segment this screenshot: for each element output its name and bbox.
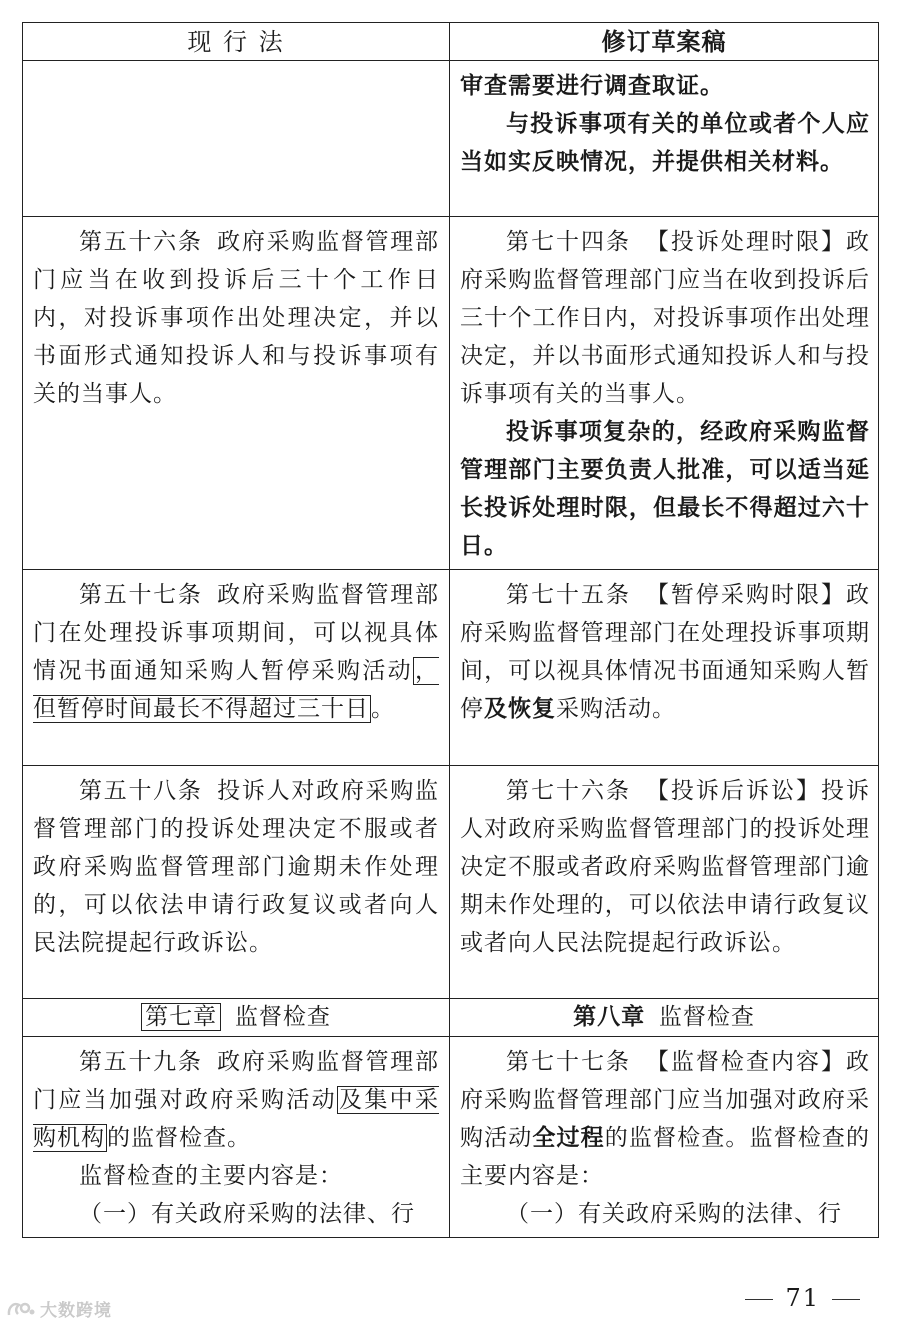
table-row — [23, 766, 879, 999]
current-law-chapter — [23, 999, 450, 1037]
article-title: 第七十四条 — [506, 229, 632, 255]
article-title: 第五十八条 — [79, 778, 203, 804]
added-text: 全过程 — [532, 1124, 605, 1151]
current-law-cell — [23, 61, 450, 217]
revised-draft-chapter — [450, 999, 879, 1037]
table-header-row — [23, 23, 879, 61]
header-revised-draft: 修订草案稿 — [450, 23, 879, 61]
article-tail: 。 — [371, 696, 395, 722]
revised-draft-cell — [450, 766, 879, 999]
article-tag: 【投诉后诉讼】 — [644, 778, 821, 804]
article-paragraph — [33, 772, 439, 962]
article-tag: 【监督检查内容】 — [644, 1049, 847, 1075]
page-number-text: 71 — [785, 1284, 820, 1312]
watermark-logo-icon — [6, 1299, 36, 1324]
article-paragraph — [33, 1043, 439, 1157]
article-title: 第五十六条 — [79, 229, 203, 255]
article-paragraph — [460, 576, 870, 728]
article-body: 投诉人对政府采购监督管理部门的投诉处理决定不服或者政府采购监督管理部门逾期未作处理的，可以依法申请行政复议或者向人民法院提起行政诉讼。 — [460, 778, 871, 956]
article-paragraph — [460, 223, 870, 413]
added-paragraph: 投诉事项复杂的，经政府采购监督管理部门主要负责人批准，可以适当延长投诉处理时限，但最长不得超过六十日。 — [460, 418, 870, 559]
current-law-cell — [23, 217, 450, 570]
paragraph: （一）有关政府采购的法律、行 — [506, 1201, 842, 1227]
watermark — [6, 1296, 112, 1324]
article-tail: 采购活动。 — [556, 696, 676, 722]
article-paragraph — [33, 576, 439, 728]
current-law-cell — [23, 570, 450, 766]
article-title: 第七十五条 — [506, 582, 632, 608]
chapter-name: 监督检查 — [234, 1004, 331, 1030]
deleted-text-box: ，但暂停时间最长不得超过三十日 — [33, 658, 439, 722]
article-tag: 【暂停采购时限】 — [644, 582, 847, 608]
paragraph: （一）有关政府采购的法律、行 — [79, 1201, 415, 1227]
watermark-text: 大数跨境 — [40, 1301, 112, 1321]
article-body: 政府采购监督管理部门应当在收到投诉后三十个工作日内，对投诉事项作出处理决定，并以书面形式通知投诉人和与投诉事项有关的当事人。 — [33, 229, 440, 407]
revised-draft-cell — [450, 61, 879, 217]
paragraph: 监督检查的主要内容是： — [79, 1163, 343, 1189]
header-current-law: 现 行 法 — [23, 23, 450, 61]
table-row — [23, 217, 879, 570]
revised-draft-cell — [450, 1037, 879, 1238]
dash-right — [832, 1299, 860, 1300]
chapter-number: 第八章 — [573, 1003, 646, 1030]
deleted-text-box: 及集中采购机构 — [33, 1087, 440, 1151]
revised-draft-cell — [450, 217, 879, 570]
table-row — [23, 1037, 879, 1238]
article-tag: 【投诉处理时限】 — [644, 229, 847, 255]
paragraph: 审查需要进行调查取证。 — [460, 72, 724, 99]
article-paragraph — [460, 772, 870, 962]
article-body: 政府采购监督管理部门在处理投诉事项期间，可以视具体情况书面通知采购人暂停采购活动 — [33, 582, 440, 684]
dash-left — [745, 1299, 773, 1300]
article-body: 政府采购监督管理部门应当在收到投诉后三十个工作日内，对投诉事项作出处理决定，并以书面形式通知投诉人和与投诉事项有关的当事人。 — [460, 229, 871, 407]
table-row — [23, 61, 879, 217]
page-number — [733, 1284, 872, 1312]
added-text: 及恢复 — [484, 695, 556, 722]
article-title: 第五十九条 — [79, 1049, 203, 1075]
article-tail: 的监督检查。监督检查的主要内容是： — [460, 1125, 870, 1189]
article-title: 第五十七条 — [79, 582, 203, 608]
article-body: 政府采购监督管理部门应当加强对政府采购活动 — [460, 1049, 871, 1151]
comparison-table — [22, 22, 879, 1238]
paragraph: 与投诉事项有关的单位或者个人应当如实反映情况，并提供相关材料。 — [460, 110, 870, 175]
article-title: 第七十七条 — [506, 1049, 632, 1075]
chapter-row — [23, 999, 879, 1037]
current-law-cell — [23, 766, 450, 999]
article-paragraph — [33, 223, 439, 413]
chapter-name: 监督检查 — [658, 1004, 755, 1030]
chapter-number-box: 第七章 — [141, 1003, 221, 1031]
article-paragraph — [460, 1043, 870, 1195]
table-row — [23, 570, 879, 766]
revised-draft-cell — [450, 570, 879, 766]
article-title: 第七十六条 — [506, 778, 632, 804]
current-law-cell — [23, 1037, 450, 1238]
article-body: 政府采购监督管理部门在处理投诉事项期间，可以视具体情况书面通知采购人暂停 — [460, 582, 871, 722]
article-body: 政府采购监督管理部门应当加强对政府采购活动 — [33, 1049, 440, 1113]
article-tail: 的监督检查。 — [107, 1125, 251, 1151]
article-body: 投诉人对政府采购监督管理部门的投诉处理决定不服或者政府采购监督管理部门逾期未作处理的，可以依法申请行政复议或者向人民法院提起行政诉讼。 — [33, 778, 440, 956]
